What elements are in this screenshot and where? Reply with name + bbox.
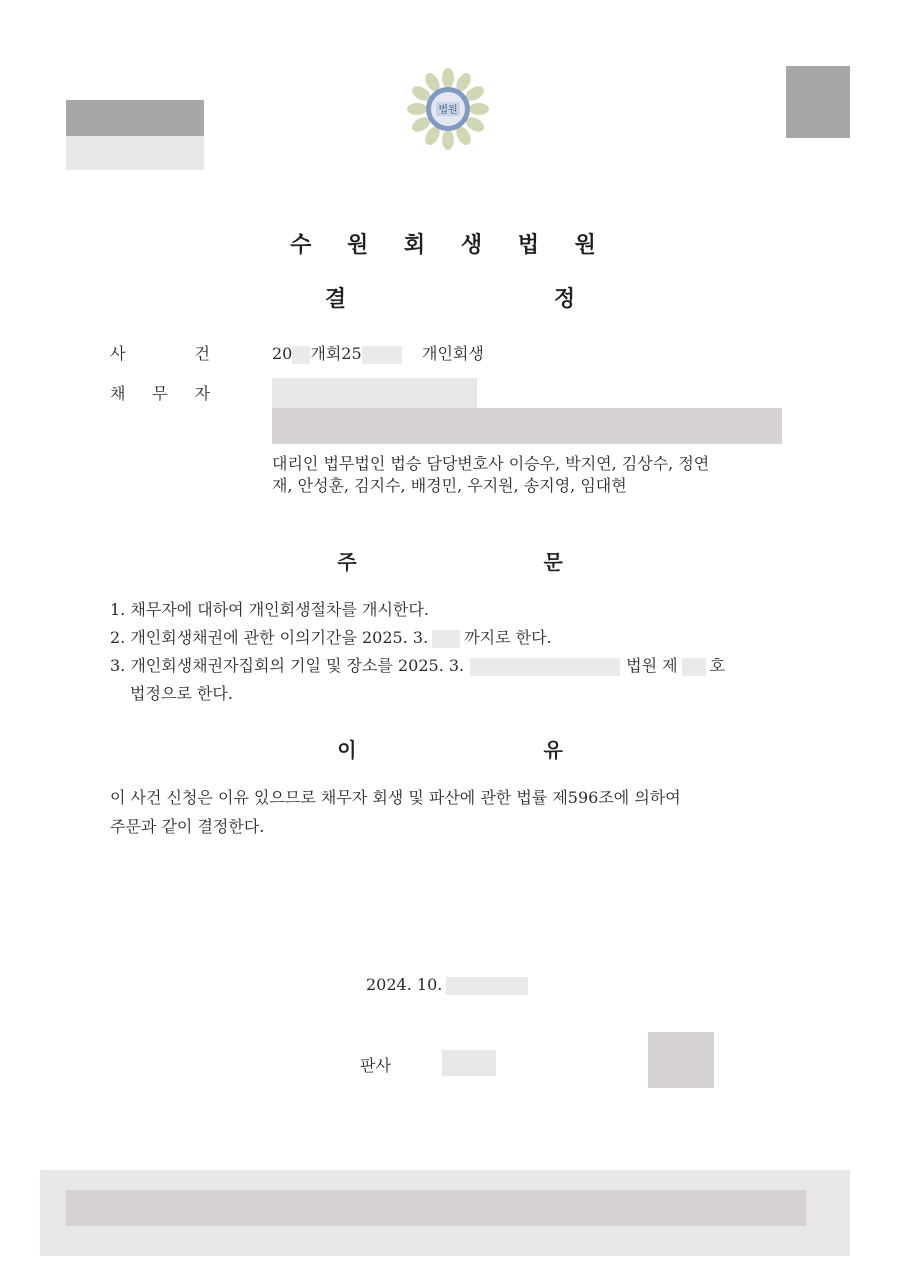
redacted-place: [470, 658, 620, 676]
attorney-line-1: 대리인 법무법인 법승 담당변호사 이승우, 박지연, 김상수, 정연: [272, 454, 710, 473]
redacted-debtor-address: [272, 408, 782, 444]
redacted-day: [432, 630, 460, 648]
redacted-header-left-top: [66, 100, 204, 138]
order-item-2: 2. 개인회생채권에 관한 이의기간을 2025. 3. 까지로 한다.: [110, 628, 552, 647]
redacted-case-no: [362, 346, 402, 364]
reason-line-2: 주문과 같이 결정한다.: [110, 817, 265, 836]
reason-heading: 이 유: [337, 738, 653, 762]
document-type: 결 정: [324, 287, 676, 312]
emblem-petal: [469, 103, 489, 115]
redacted-judge-name: [442, 1050, 496, 1076]
redacted-header-right: [786, 66, 850, 138]
redacted-year: [292, 346, 310, 364]
court-emblem-icon: [405, 66, 491, 152]
redacted-judge-seal: [648, 1032, 714, 1088]
redacted-date-day: [446, 977, 528, 995]
order-item-3: 3. 개인회생채권자집회의 기일 및 장소를 2025. 3. 법원 제 호: [110, 656, 726, 675]
emblem-petal: [442, 130, 454, 150]
emblem-petal: [442, 68, 454, 88]
case-label: 사 건: [110, 344, 210, 363]
attorney-line-2: 재, 안성훈, 김지수, 배경민, 우지원, 송지영, 임대현: [272, 476, 627, 495]
redacted-header-left-bottom: [66, 136, 204, 170]
decision-date: 2024. 10.: [366, 975, 528, 995]
order-item-3-cont: 법정으로 한다.: [130, 684, 233, 703]
emblem-text: 법원: [438, 105, 458, 116]
order-item-1: 1. 채무자에 대하여 개인회생절차를 개시한다.: [110, 600, 429, 619]
order-heading: 주 문: [337, 550, 653, 574]
redacted-room: [682, 658, 706, 676]
reason-line-1: 이 사건 신청은 이유 있으므로 채무자 회생 및 파산에 관한 법률 제596조에 의하여: [110, 788, 681, 807]
judge-label: 판사: [360, 1056, 391, 1075]
debtor-label: 채 무 자: [110, 384, 210, 403]
redacted-debtor-name: [272, 378, 477, 408]
emblem-petal: [407, 103, 427, 115]
case-number: 20 개회25 개인회생: [272, 344, 484, 363]
redacted-footer-inner: [66, 1190, 806, 1226]
court-name: 수 원 회 생 법 원: [290, 233, 610, 258]
